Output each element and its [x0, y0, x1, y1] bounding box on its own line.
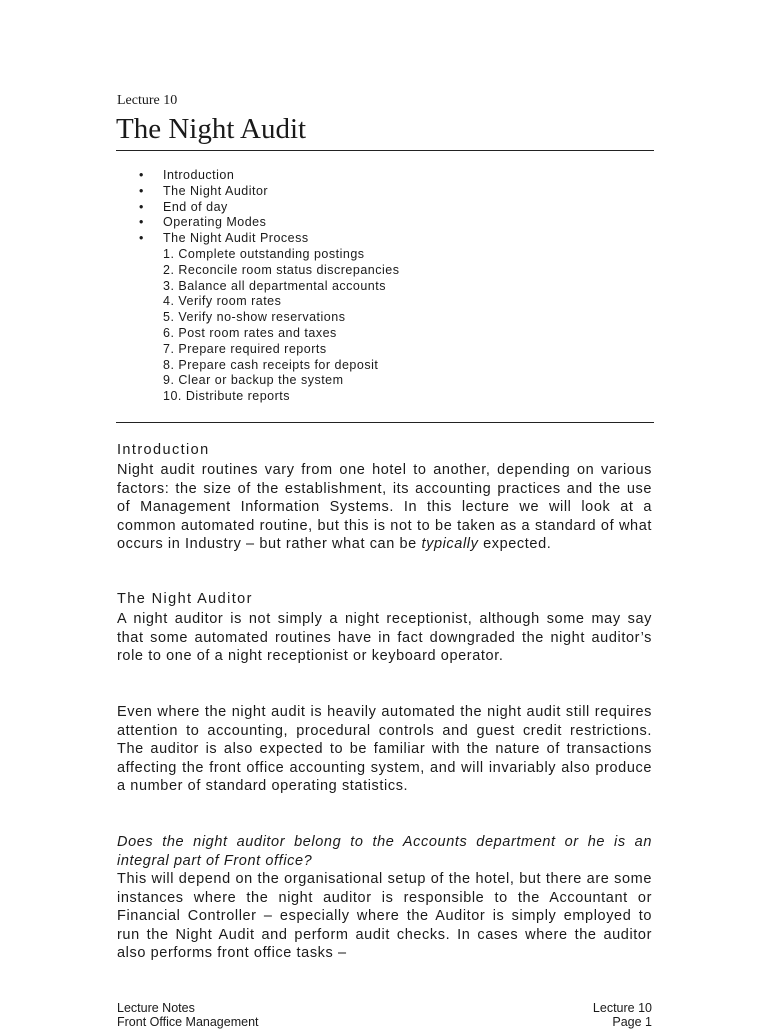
process-step: [139, 262, 400, 279]
footer-left: [117, 1001, 259, 1029]
footer-right: [593, 1001, 652, 1029]
footer-lecture: Lecture 10: [592, 1001, 652, 1015]
list-item: [139, 168, 309, 184]
bullet-icon: •: [139, 231, 144, 246]
step-label: 2. Reconcile room status discrepancies: [163, 262, 400, 277]
paragraph-text: Night audit routines vary from one hotel to another, depending on various factors: the size of the establishment, its accounting practices and the use of Management Information Systems. In this lecture we will look at a common automated routine, but this is not to be taken as a standard of what occurs in Industry – but rather what can be: [117, 462, 652, 553]
section-divider: [116, 422, 654, 423]
auditor-paragraph-2: Even where the night audit is heavily automated the night audit still requires attention to accounting, procedural controls and guest credit restrictions. The auditor is also expected to be familiar with the nature of transactions affecting the front office accounting system, and will invariably also produce a number of standard operating statistics.: [117, 704, 652, 795]
list-item: [139, 231, 309, 247]
auditor-paragraph-3: This will depend on the organisational setup of the hotel, but there are some instances where the night auditor is responsible to the Accountant or Financial Controller – especially where the Auditor is simply employed to run the Night Audit and perform audit checks. In cases where the auditor also performs front office tasks –: [117, 871, 652, 962]
process-step: [139, 246, 365, 263]
step-label: 9. Clear or backup the system: [163, 373, 344, 388]
bullet-icon: •: [139, 183, 144, 198]
emphasis-text: typically: [421, 536, 479, 553]
step-label: 6. Post room rates and taxes: [163, 325, 337, 340]
step-label: 1. Complete outstanding postings: [163, 246, 365, 261]
step-label: 3. Balance all departmental accounts: [163, 278, 386, 293]
step-label: 7. Prepare required reports: [163, 341, 327, 356]
auditor-question: Does the night auditor belong to the Accounts department or he is an integral part of Front office?: [117, 834, 652, 869]
introduction-paragraph: [117, 461, 652, 554]
list-item-label: The Night Audit Process: [163, 231, 309, 246]
section-heading-introduction: Introduction: [117, 442, 210, 458]
footer-course-label: Lecture Notes: [117, 1001, 195, 1015]
paragraph-text: expected.: [478, 536, 552, 553]
auditor-paragraph-1: A night auditor is not simply a night receptionist, although some may say that some automated routines have in fact downgraded the night auditor’s role to one of a night receptionist or keyboard operator.: [117, 611, 652, 665]
bullet-icon: •: [139, 168, 144, 182]
process-step: [139, 278, 386, 295]
list-item: [139, 184, 309, 200]
step-label: 8. Prepare cash receipts for deposit: [163, 357, 379, 372]
process-step: [139, 341, 327, 358]
footer-page-number: Page 1: [612, 1015, 652, 1029]
lecture-number: Lecture 10: [117, 93, 178, 108]
title-divider: [116, 150, 654, 151]
list-item: [139, 215, 309, 231]
process-step: [139, 389, 309, 405]
process-step: [139, 310, 346, 326]
process-step: [139, 294, 309, 310]
bullet-icon: •: [139, 215, 144, 230]
list-item-label: Operating Modes: [163, 215, 267, 230]
page-title: The Night Audit: [116, 113, 307, 145]
process-step: [139, 325, 337, 342]
list-item-label: Introduction: [163, 168, 235, 182]
footer-subject: Front Office Management: [117, 1015, 259, 1029]
process-step: [139, 373, 344, 389]
bullet-icon: •: [139, 199, 144, 214]
contents-list: [139, 168, 400, 405]
step-label: 5. Verify no-show reservations: [163, 310, 346, 325]
list-item-label: The Night Auditor: [163, 183, 269, 198]
list-item-label: End of day: [163, 199, 228, 214]
process-step: [139, 357, 379, 374]
step-label: 10. Distribute reports: [163, 389, 291, 404]
step-label: 4. Verify room rates: [163, 294, 282, 309]
list-item: [139, 200, 309, 216]
section-heading-night-auditor: The Night Auditor: [117, 591, 253, 607]
